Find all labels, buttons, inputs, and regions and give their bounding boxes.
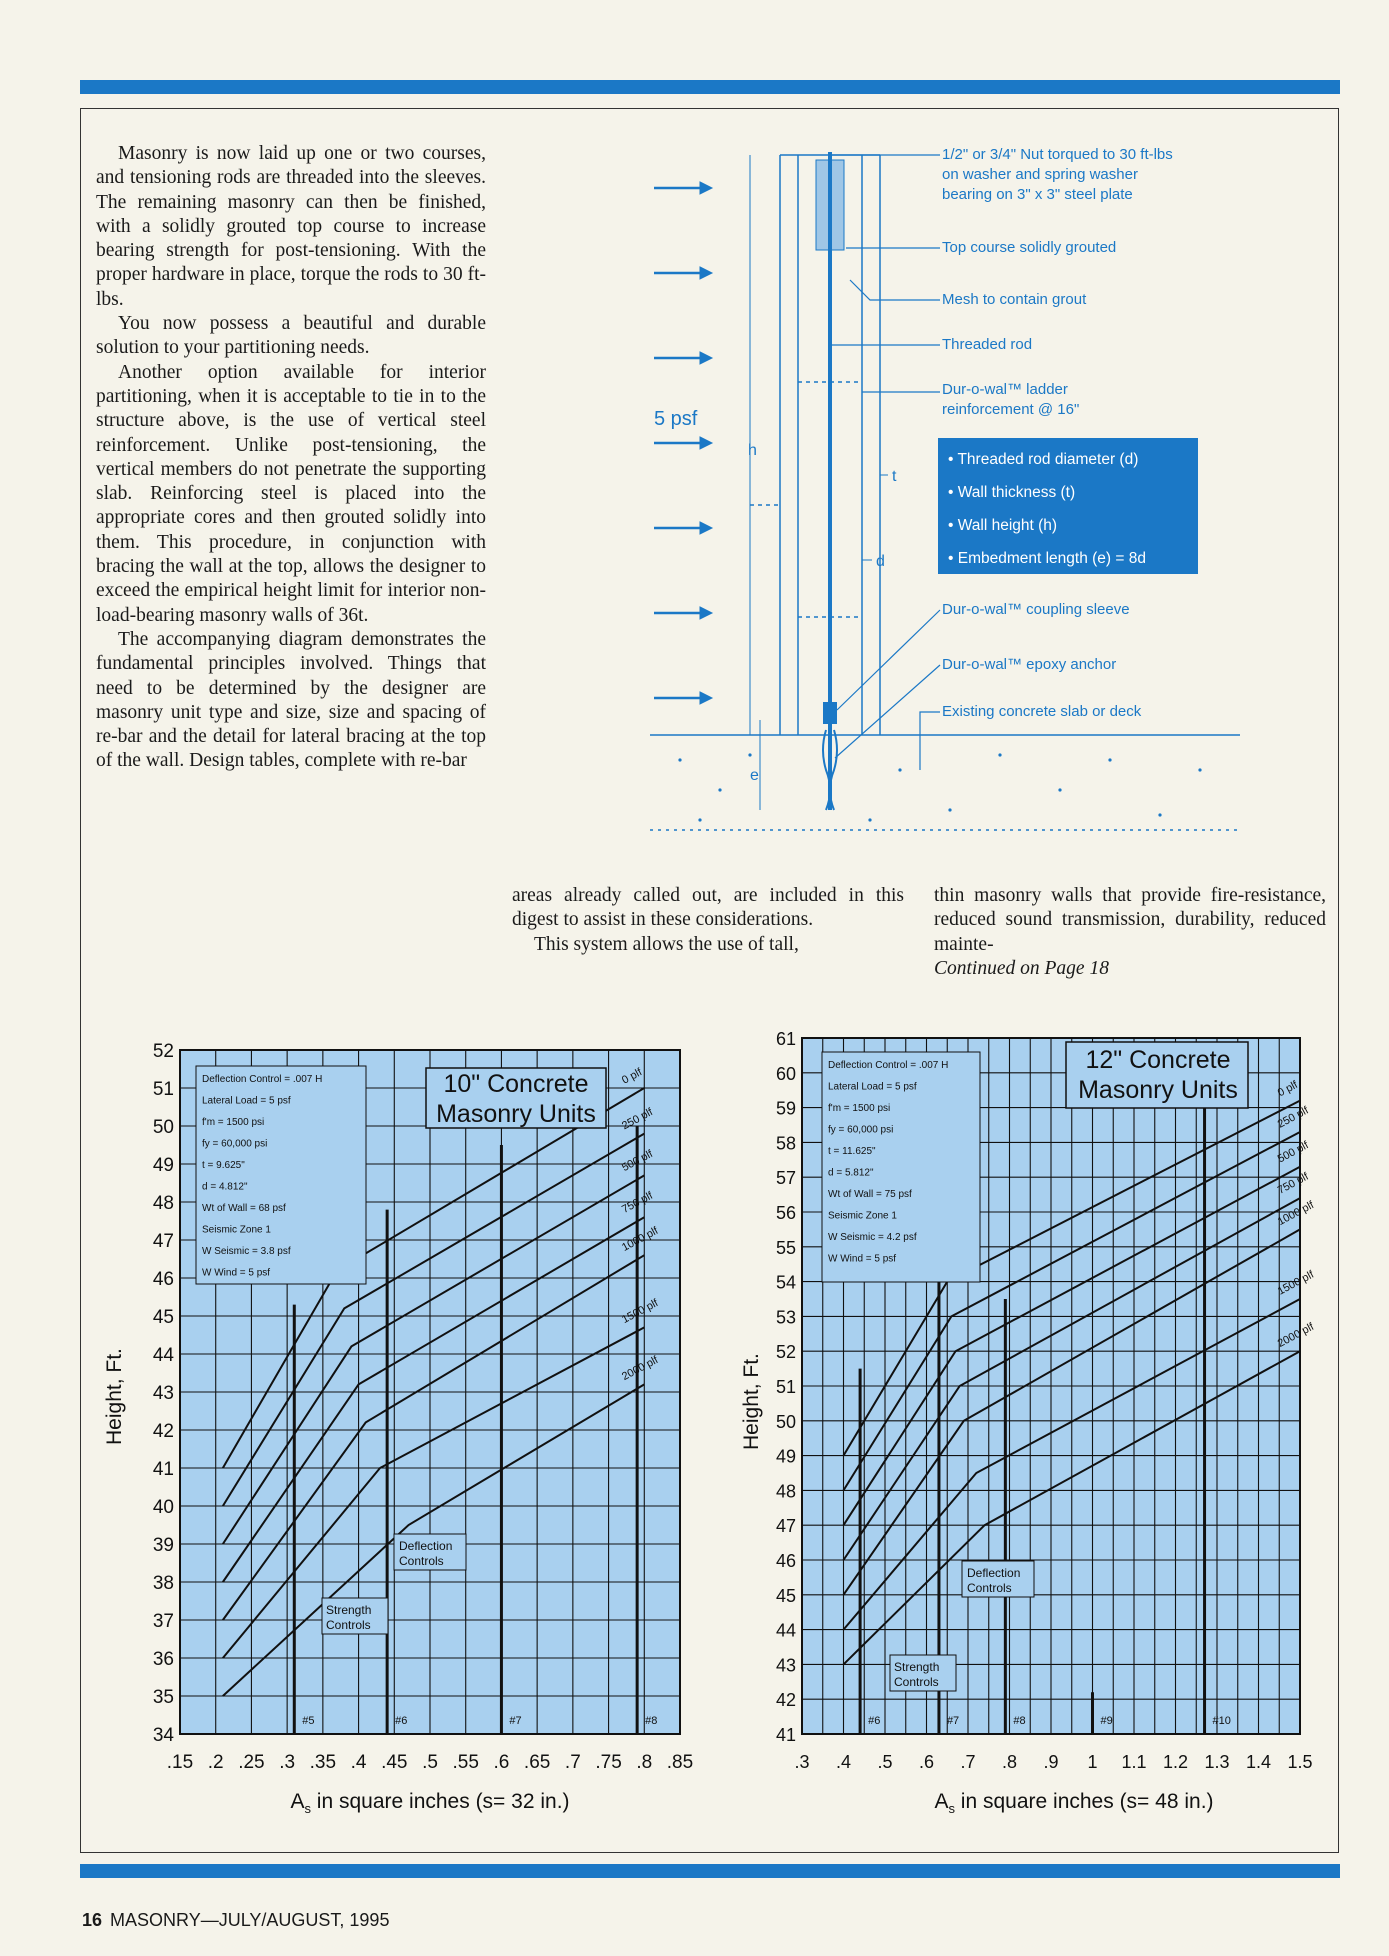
y-tick-label: 45 — [152, 1307, 174, 1328]
callout-label: 1/2" or 3/4" Nut torqued to 30 ft-lbs — [942, 146, 1173, 163]
x-tick-label: .6 — [918, 1752, 935, 1772]
strength-label-1: Strength — [894, 1660, 940, 1674]
info-line: f'm = 1500 psi — [202, 1117, 265, 1128]
chart-title-line2: Masonry Units — [436, 1100, 596, 1128]
x-tick-label: .3 — [279, 1752, 296, 1773]
info-line: t = 9.625" — [202, 1160, 245, 1171]
y-tick-label: 41 — [152, 1459, 174, 1480]
y-tick-label: 61 — [775, 1030, 796, 1049]
x-tick-label: .3 — [794, 1752, 810, 1772]
bottom-rule — [80, 1864, 1340, 1878]
series-label: 2000 plf — [620, 1354, 661, 1384]
continued-note: Continued on Page 18 — [934, 957, 1109, 979]
strength-label-2: Controls — [894, 1675, 939, 1689]
chart-title-line2: Masonry Units — [1078, 1076, 1238, 1104]
y-tick-label: 48 — [775, 1481, 796, 1502]
paragraph: The accompanying diagram demonstrates the fundamental principles involved. Things that need to be determined by the designer are masonry unit type and size, size and spacing of re-bar and the detail for lateral bracing at the top of the wall. Design tables, complete with re-bar — [96, 628, 486, 772]
series-label: 250 plf — [620, 1106, 655, 1133]
x-tick-label: .7 — [960, 1752, 976, 1772]
load-arrow — [654, 522, 712, 534]
rebar-label: #10 — [1212, 1715, 1231, 1727]
y-tick-labels — [153, 1041, 175, 1746]
info-line: W Seismic = 4.2 psf — [828, 1232, 917, 1243]
rebar-label: #8 — [1013, 1715, 1026, 1727]
article-column-1 — [96, 142, 486, 774]
series-label: 500 plf — [620, 1147, 655, 1175]
x-tick-label: .65 — [523, 1752, 551, 1773]
callout-label: Existing concrete slab or deck — [942, 703, 1142, 720]
y-tick-label: 40 — [152, 1497, 174, 1518]
x-tick-label: .75 — [595, 1752, 622, 1773]
y-tick-label: 48 — [152, 1193, 174, 1214]
legend-item: • Wall thickness (t) — [948, 484, 1076, 501]
x-tick-label: .45 — [381, 1752, 408, 1773]
y-tick-label: 51 — [775, 1377, 796, 1397]
rebar-label: #9 — [1100, 1715, 1113, 1727]
chart-10in-cmu — [90, 1030, 710, 1830]
info-line: fy = 60,000 psi — [828, 1124, 894, 1136]
series-label: 1000 plf — [620, 1224, 661, 1254]
x-tick-label: .35 — [309, 1752, 337, 1773]
x-tick-label: .5 — [877, 1752, 893, 1772]
paragraph: thin masonry walls that provide fire-resistance, reduced sound transmission, durability, reduced mainte- — [934, 885, 1326, 955]
series-label: 250 plf — [1275, 1104, 1311, 1131]
x-axis-title: $A_s$ in square inches (s= 32 in.) — [290, 1790, 570, 1816]
page-number: 16 — [82, 1910, 103, 1930]
y-axis-title: Height, Ft. — [103, 1348, 126, 1445]
y-tick-label: 56 — [775, 1203, 796, 1223]
y-tick-label: 36 — [152, 1649, 174, 1670]
info-line: Deflection Control = .007 H — [828, 1060, 949, 1071]
legend-item: • Embedment length (e) = 8d — [948, 550, 1146, 567]
article-column-3 — [934, 884, 1326, 981]
x-tick-label: .4 — [835, 1752, 852, 1772]
info-line: W Wind = 5 psf — [202, 1267, 271, 1279]
series-label: 500 plf — [1275, 1139, 1311, 1166]
info-line: Lateral Load = 5 psf — [202, 1095, 291, 1107]
info-line: Wt of Wall = 68 psf — [202, 1203, 286, 1214]
deflection-label-1: Deflection — [399, 1539, 453, 1553]
y-tick-label: 42 — [152, 1421, 174, 1442]
x-tick-label: 1.4 — [1245, 1752, 1272, 1772]
y-tick-label: 46 — [152, 1269, 174, 1290]
chart-title-line1: 10" Concrete — [443, 1070, 589, 1098]
chart-title-line1: 12" Concrete — [1085, 1046, 1231, 1074]
x-tick-label: .8 — [1001, 1752, 1018, 1772]
y-tick-label: 42 — [775, 1690, 796, 1711]
x-tick-label: 1 — [1087, 1752, 1098, 1772]
y-tick-label: 38 — [152, 1573, 174, 1594]
x-tick-label: .4 — [350, 1752, 367, 1773]
chart-12in-cmu — [718, 1030, 1338, 1830]
y-tick-label: 57 — [775, 1168, 796, 1189]
callout-label: Dur-o-wal™ epoxy anchor — [942, 656, 1117, 673]
y-tick-label: 45 — [775, 1585, 796, 1606]
y-tick-label: 35 — [152, 1687, 174, 1708]
callout-labels — [942, 146, 1173, 720]
rebar-label: #7 — [946, 1715, 960, 1727]
y-tick-label: 49 — [775, 1446, 796, 1467]
y-tick-label: 43 — [775, 1655, 796, 1676]
series-label: 1000 plf — [1275, 1199, 1316, 1229]
info-line: Seismic Zone 1 — [828, 1210, 897, 1222]
y-tick-label: 53 — [775, 1307, 796, 1328]
series-label: 1500 plf — [1275, 1268, 1316, 1298]
y-tick-label: 50 — [775, 1411, 796, 1432]
x-tick-label: 1.5 — [1287, 1752, 1313, 1772]
callout-label: Top course solidly grouted — [942, 239, 1117, 256]
load-arrow — [654, 267, 712, 279]
y-tick-label: 37 — [152, 1611, 174, 1632]
load-arrow — [654, 607, 712, 619]
leader-lines — [830, 155, 940, 770]
dim-d: d — [876, 553, 885, 570]
wall — [750, 155, 880, 735]
x-tick-label: .25 — [238, 1752, 265, 1773]
info-line: W Wind = 5 psf — [828, 1253, 897, 1265]
y-tick-label: 54 — [775, 1272, 796, 1293]
rebar-label: #7 — [509, 1715, 522, 1727]
y-tick-label: 55 — [775, 1237, 796, 1258]
series-label: 0 plf — [1275, 1078, 1300, 1100]
callout-label: reinforcement @ 16" — [942, 401, 1080, 418]
load-arrow — [654, 437, 712, 449]
info-line: d = 4.812" — [202, 1181, 248, 1193]
x-tick-labels — [794, 1752, 1312, 1772]
info-line: W Seismic = 3.8 psf — [202, 1246, 291, 1257]
article-column-2 — [512, 884, 904, 957]
callout-label: on washer and spring washer — [942, 166, 1138, 183]
callout-label: bearing on 3" x 3" steel plate — [942, 186, 1133, 203]
y-tick-label: 52 — [775, 1342, 796, 1363]
x-tick-label: .6 — [493, 1752, 510, 1773]
y-axis-title: Height, Ft. — [740, 1353, 763, 1450]
legend-item: • Wall height (h) — [948, 517, 1058, 534]
paragraph: Masonry is now laid up one or two courses, and tensioning rods are threaded into the sleeves. The remaining masonry can then be finished, with a solidly grouted top course to increase bearing strength for post-tensioning. With the proper hardware in place, torque the rods to 30 ft-lbs. — [96, 143, 486, 310]
callout-label: Mesh to contain grout — [942, 291, 1087, 308]
x-tick-label: .15 — [166, 1752, 194, 1773]
wall-section-diagram — [640, 130, 1260, 850]
y-tick-label: 39 — [152, 1535, 174, 1556]
paragraph: You now possess a beautiful and durable solution to your partitioning needs. — [96, 313, 486, 359]
y-tick-label: 60 — [775, 1063, 796, 1084]
series-label: 0 plf — [620, 1066, 645, 1087]
y-tick-label: 43 — [152, 1383, 174, 1404]
x-axis-title: $A_s$ in square inches (s= 48 in.) — [934, 1790, 1214, 1816]
paragraph: Another option available for interior partitioning, when it is acceptable to tie in to the structure above, is the use of vertical steel reinforcement. Unlike post-tensioning, the vertical members do not penetrate the supporting slab. Reinforcing steel is placed into the appropriate cores and then grouted solidly into them. This procedure, in conjunction with bracing the wall at the top, allows the designer to exceed the empirical height limit for interior non-load-bearing masonry walls of 36t. — [96, 361, 486, 626]
rebar-label: #6 — [395, 1715, 408, 1727]
series-label: 1500 plf — [620, 1297, 661, 1327]
series-label: 2000 plf — [1275, 1320, 1316, 1350]
x-tick-label: .2 — [207, 1752, 224, 1773]
load-arrow — [654, 182, 712, 194]
dim-t: t — [892, 468, 897, 485]
y-tick-label: 44 — [775, 1620, 796, 1641]
top-rule — [80, 80, 1340, 94]
series-label: 750 plf — [1275, 1170, 1311, 1197]
paragraph: areas already called out, are included in this digest to assist in these considerations. — [512, 885, 904, 931]
slab-aggregate — [678, 753, 1201, 821]
x-tick-label: .55 — [452, 1752, 479, 1773]
info-line: Deflection Control = .007 H — [202, 1074, 323, 1085]
info-line: f'm = 1500 psi — [828, 1103, 891, 1114]
y-tick-label: 52 — [152, 1041, 174, 1062]
x-tick-label: .7 — [564, 1752, 581, 1773]
deflection-label-2: Controls — [399, 1554, 444, 1568]
series-label: 750 plf — [620, 1189, 655, 1216]
y-tick-label: 51 — [152, 1079, 174, 1100]
rebar-label: #6 — [868, 1715, 881, 1727]
x-tick-label: .8 — [636, 1752, 653, 1773]
y-tick-label: 47 — [775, 1516, 796, 1537]
strength-label-1: Strength — [326, 1603, 372, 1617]
x-tick-label: .9 — [1043, 1752, 1059, 1772]
x-tick-labels — [167, 1752, 693, 1773]
legend-item: • Threaded rod diameter (d) — [948, 451, 1139, 468]
y-tick-label: 58 — [775, 1133, 796, 1154]
y-tick-label: 44 — [152, 1345, 174, 1366]
y-tick-label: 41 — [775, 1725, 796, 1745]
coupling-sleeve — [823, 702, 837, 724]
load-arrow — [654, 352, 712, 364]
info-line: d = 5.812" — [828, 1167, 874, 1179]
callout-label: Dur-o-wal™ coupling sleeve — [942, 601, 1130, 618]
y-tick-label: 46 — [775, 1551, 796, 1571]
info-line: Wt of Wall = 75 psf — [828, 1189, 912, 1200]
y-tick-label: 50 — [152, 1117, 174, 1138]
info-line: Lateral Load = 5 psf — [828, 1081, 917, 1093]
publication-line: MASONRY—JULY/AUGUST, 1995 — [110, 1910, 390, 1930]
paragraph: This system allows the use of tall, — [534, 933, 799, 955]
callout-label: Dur-o-wal™ ladder — [942, 381, 1068, 398]
y-tick-labels — [776, 1030, 796, 1745]
load-label: 5 psf — [654, 408, 698, 430]
deflection-label-1: Deflection — [967, 1566, 1021, 1580]
info-line: t = 11.625" — [828, 1146, 876, 1157]
callout-label: Threaded rod — [942, 336, 1033, 353]
info-line: Seismic Zone 1 — [202, 1224, 271, 1236]
dimension-lines — [750, 155, 888, 810]
y-tick-label: 34 — [152, 1725, 174, 1746]
rebar-label: #8 — [645, 1715, 658, 1727]
strength-label-2: Controls — [326, 1618, 371, 1632]
load-arrows — [654, 182, 712, 704]
y-tick-label: 49 — [152, 1155, 174, 1176]
load-arrow — [654, 692, 712, 704]
x-tick-label: .85 — [666, 1752, 694, 1773]
y-tick-label: 47 — [152, 1231, 174, 1252]
y-tick-label: 59 — [775, 1098, 796, 1119]
dim-e: e — [750, 767, 759, 784]
page-footer — [82, 1910, 389, 1931]
dim-h: h — [748, 442, 757, 459]
deflection-label-2: Controls — [967, 1581, 1012, 1595]
rebar-label: #5 — [302, 1715, 315, 1727]
x-tick-label: 1.1 — [1121, 1752, 1147, 1772]
info-line: fy = 60,000 psi — [202, 1138, 268, 1150]
x-tick-label: 1.3 — [1204, 1752, 1230, 1772]
x-tick-label: .5 — [422, 1752, 438, 1773]
x-tick-label: 1.2 — [1162, 1752, 1189, 1772]
